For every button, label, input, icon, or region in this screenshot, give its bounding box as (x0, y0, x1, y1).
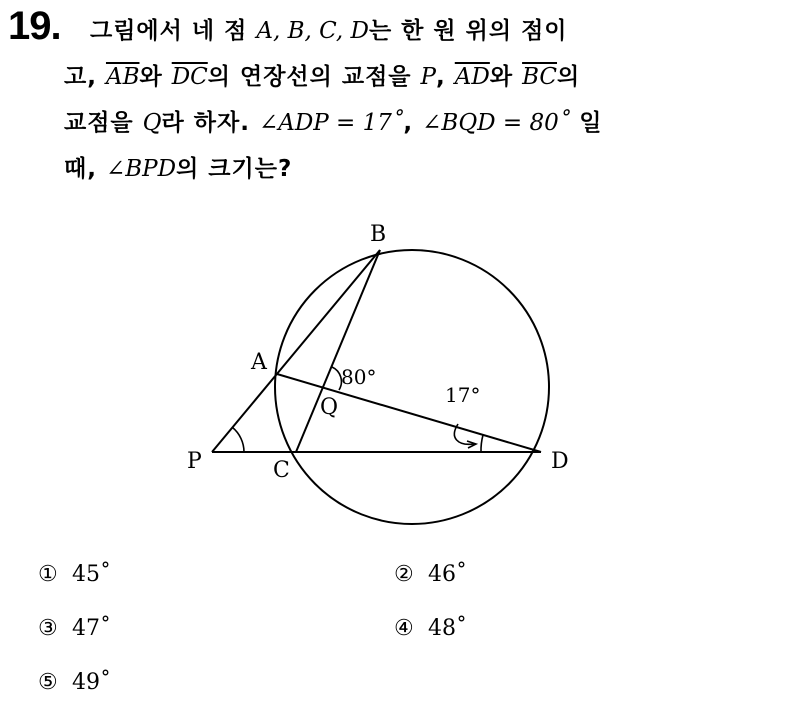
stem-text: 의 연장선의 교점을 (207, 64, 421, 90)
line-ad (277, 374, 541, 452)
stem-text: 는 한 원 위의 점이 (368, 18, 568, 44)
answer-choice-4[interactable] (394, 614, 467, 644)
choice-marker: ② (394, 562, 414, 587)
choice-value: 49˚ (72, 670, 111, 695)
choice-value: 46˚ (428, 562, 467, 587)
label-d: D (551, 449, 569, 474)
stem-text: 의 (557, 64, 581, 90)
stem-text: 그림에서 네 점 (90, 18, 257, 44)
stem-text: 의 크기는? (176, 156, 293, 182)
choice-marker: ④ (394, 616, 414, 641)
stem-text: 와 (489, 64, 523, 90)
stem-text: 일 (570, 110, 603, 136)
stem-text: 때, (64, 156, 106, 182)
question-number: 19. (8, 4, 61, 48)
segment-ab: $\overline{AB}$ (105, 64, 140, 90)
line-cb (296, 250, 380, 452)
angle-adp: ∠ADP = 17˚ (258, 110, 404, 136)
stem-text: 고, (64, 64, 106, 90)
label-a: A (251, 350, 267, 375)
stem-text: 라 하자. (161, 110, 259, 136)
line-pb (212, 250, 380, 452)
stem-text: , (403, 110, 423, 136)
label-c: C (273, 458, 290, 483)
angle-arc-d (481, 435, 483, 452)
angle-bqd: ∠BQD = 80˚ (422, 110, 571, 136)
point-p: P (420, 64, 437, 90)
answer-choice-5[interactable] (38, 668, 111, 698)
stem-text: , (436, 64, 455, 90)
angle-bpd: ∠BPD (105, 156, 177, 182)
angle-label-d: 17° (445, 383, 481, 407)
segment-dc: $\overline{DC}$ (171, 64, 208, 90)
point-q: Q (142, 110, 162, 136)
circle (275, 250, 549, 524)
answer-choice-3[interactable] (38, 614, 111, 644)
choice-marker: ① (38, 562, 58, 587)
segment-ad: $\overline{AD}$ (454, 64, 490, 90)
choice-value: 47˚ (72, 616, 111, 641)
label-p: P (187, 449, 202, 474)
stem-math-points: A, B, C, D (256, 18, 369, 44)
choice-value: 48˚ (428, 616, 467, 641)
label-b: B (370, 222, 387, 247)
choice-value: 45˚ (72, 562, 111, 587)
choice-marker: ③ (38, 616, 58, 641)
choice-marker: ⑤ (38, 670, 58, 695)
stem-text: 교점을 (64, 110, 143, 136)
angle-arc-p (232, 427, 244, 452)
angle-label-q: 80° (341, 365, 377, 389)
answer-choice-2[interactable] (394, 560, 467, 590)
label-q: Q (320, 395, 339, 420)
stem-text: 와 (139, 64, 172, 90)
segment-bc: $\overline{BC}$ (522, 64, 558, 90)
answer-choice-1[interactable] (38, 560, 111, 590)
angle-arc-q (332, 367, 341, 390)
